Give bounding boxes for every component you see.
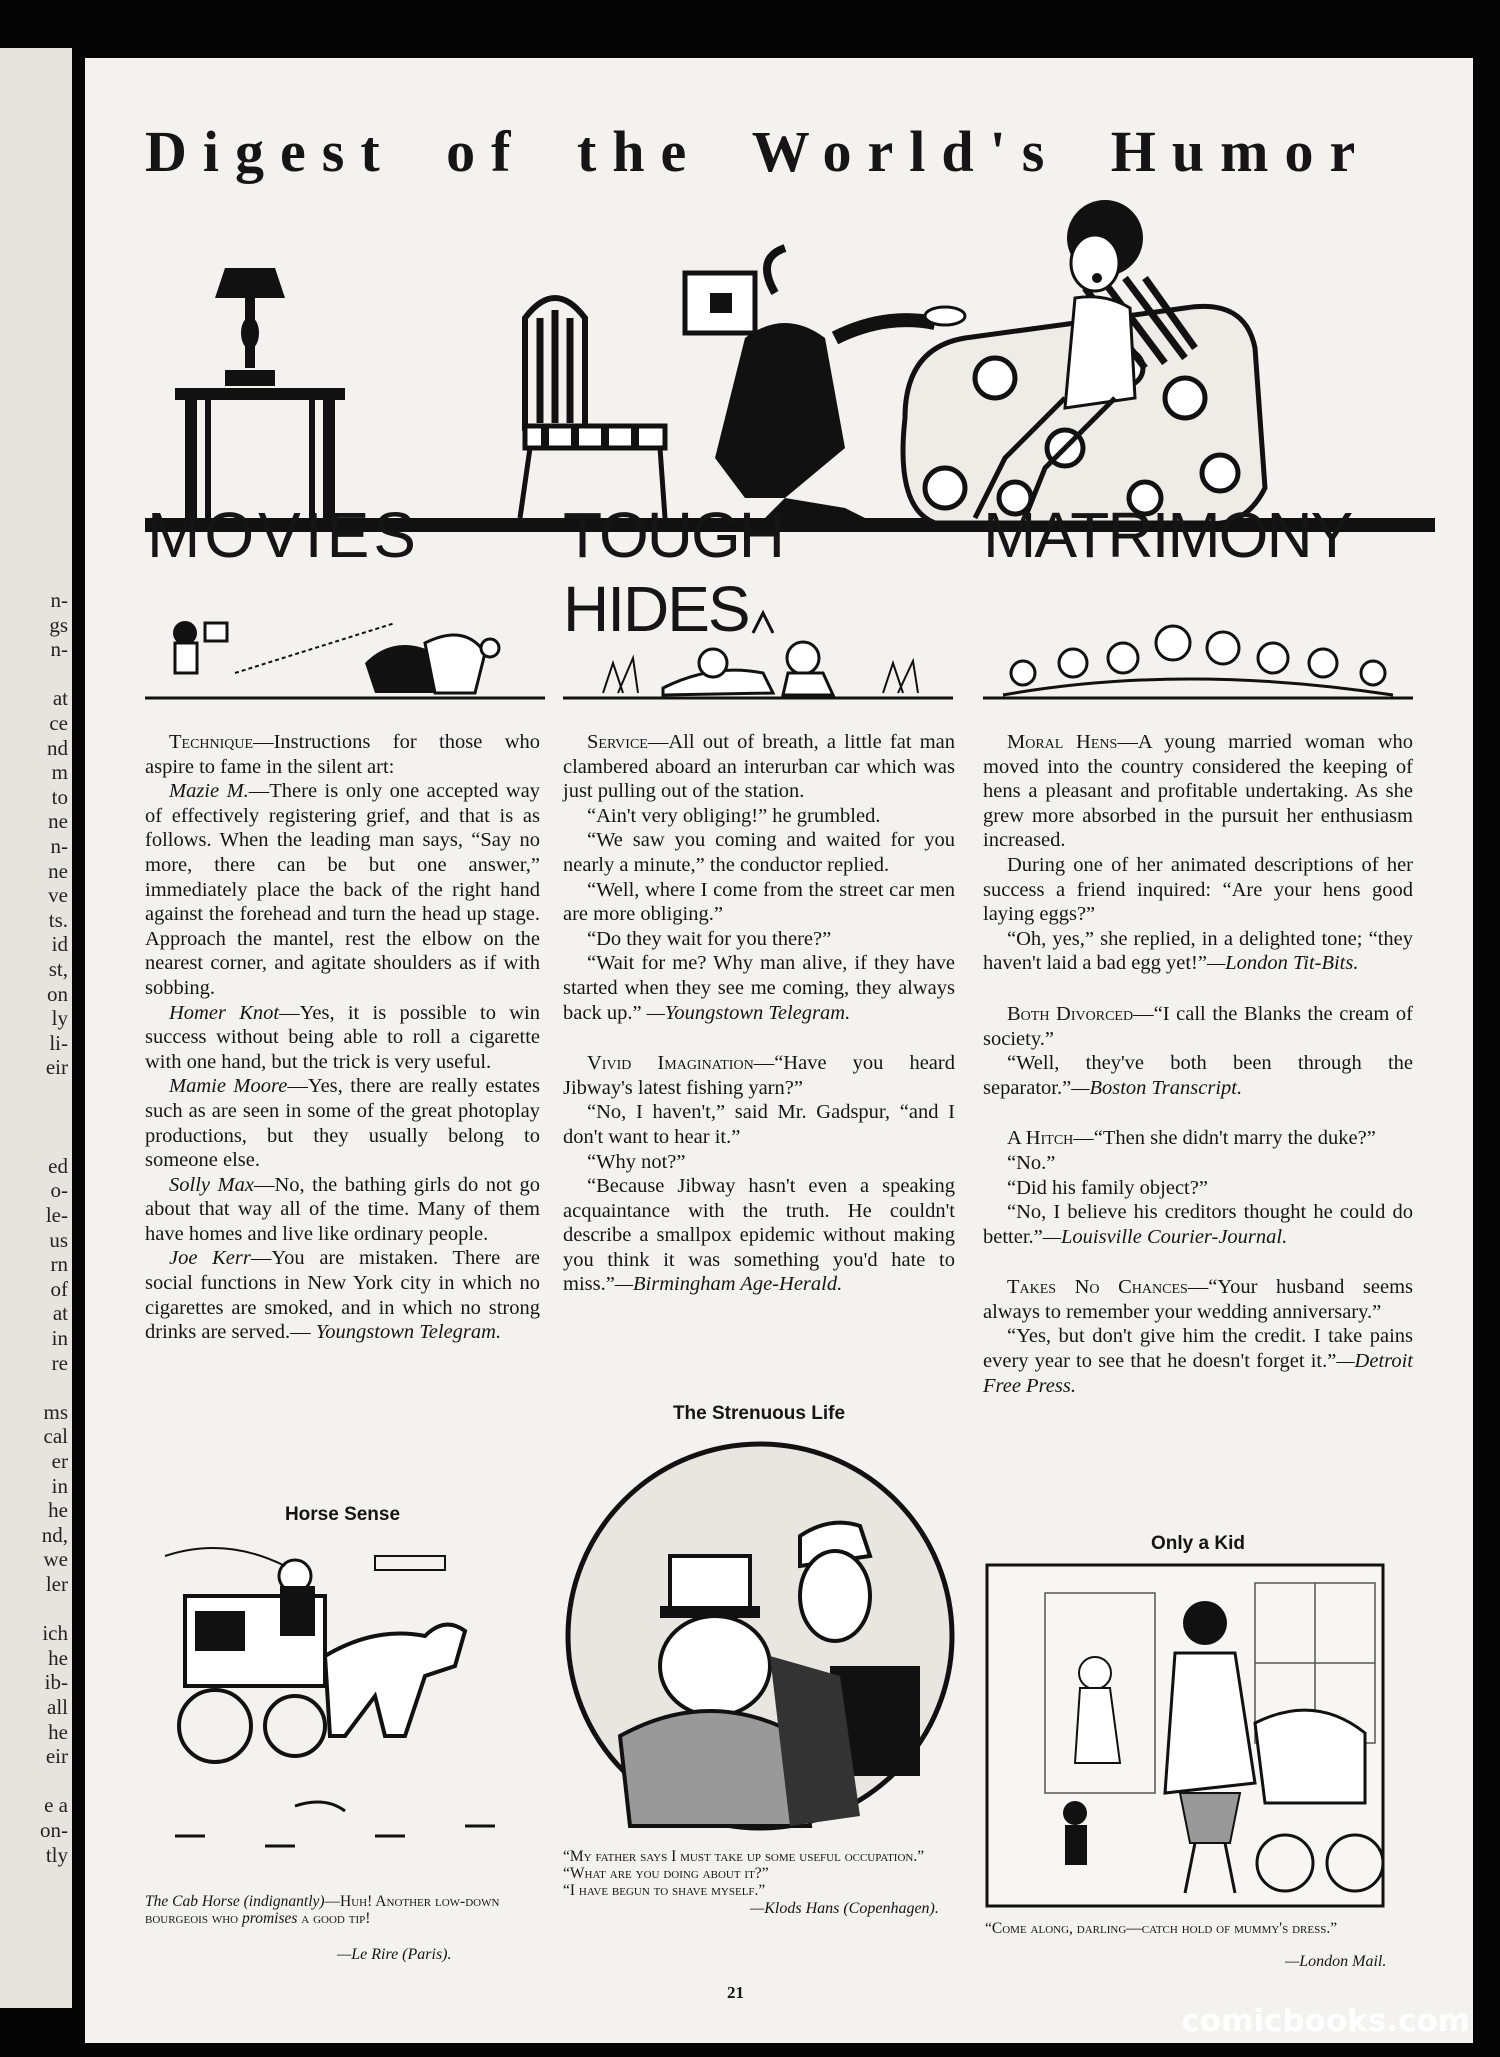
paragraph-text: “Well, they've both been through the separator.” (983, 1052, 1413, 1099)
strenuous-life-cartoon (560, 1436, 960, 1836)
source-credit: —Boston Transcript. (1071, 1076, 1243, 1099)
prev-page-fragment: in (51, 1326, 68, 1350)
source-credit: —Detroit Free Press. (983, 1350, 1413, 1397)
strenuous-life-credit: —Klods Hans (Copenhagen). (750, 1900, 939, 1917)
prev-page-fragment: to (51, 784, 68, 809)
source-credit: —Louisville Courier-Journal. (1042, 1225, 1288, 1248)
magazine-page (85, 58, 1473, 2043)
page-number: 21 (727, 1983, 744, 2002)
paragraph (983, 1275, 1413, 1324)
paragraph (983, 1200, 1413, 1249)
paragraph-text: —You are mistaken. There are social functions in New York city in which no cigarettes are smoked, and in which no strong drinks are served.— (145, 1247, 540, 1344)
prev-page-fragment: ich (42, 1621, 68, 1646)
horse-sense-credit: —Le Rire (Paris). (337, 1946, 452, 1963)
only-a-kid-caption: “Come along, darling—catch hold of mummy's dress.” (985, 1920, 1338, 1937)
prev-page-fragment: ler (45, 1572, 68, 1596)
prev-page-fragment: at (52, 686, 68, 711)
prev-page-fragment: us (49, 1227, 68, 1252)
paragraph (563, 1174, 955, 1297)
paragraph (563, 1150, 955, 1175)
source-credit: —Birmingham Age-Herald. (614, 1273, 843, 1296)
paragraph (145, 1001, 540, 1075)
paragraph-text: —“Have you heard Jibway's latest fishing yarn?” (563, 1052, 955, 1099)
prev-page-fragment: he (48, 1719, 68, 1744)
paragraph (145, 779, 540, 1000)
paragraph-text: “Oh, yes,” she replied, in a delighted tone; “they haven't laid a bad egg yet!” (983, 927, 1413, 975)
paragraph-text: —“Your husband seems always to remember your wedding anniversary.” (983, 1276, 1413, 1323)
page-title: Digest of the World's Humor (145, 119, 1372, 184)
movies-strip-illustration (145, 603, 545, 703)
prev-page-fragment: ve (48, 883, 68, 908)
paragraph (563, 927, 955, 952)
prev-page-fragment: nd (47, 735, 68, 760)
horse-sense-caption: The Cab Horse (indignantly)—Huh! Another low-down bourgeois who promises a good tip! (145, 1893, 500, 1927)
paragraph (983, 853, 1413, 927)
paragraph (983, 1126, 1413, 1151)
paragraph-text: —A young married woman who moved into the country considered the keeping of hens a pleasant and profitable undertaking. As she grew more absorbed in the pursuit her enthusiasm increased. (983, 731, 1413, 852)
paragraph (983, 1176, 1413, 1201)
prev-page-fragment: ms (43, 1399, 68, 1424)
paragraph-text: During one of her animated descriptions of her success a friend inquired: “Are your hens good laying eggs?” (983, 853, 1413, 926)
source-credit: —London Tit-Bits. (1206, 952, 1359, 975)
paragraph-text: “Because Jibway hasn't even a speaking acquaintance with the truth. He couldn't describe a smallpox epidemic without making you think it was something you'd hate to miss.” (563, 1175, 955, 1296)
prev-page-fragment: on (47, 981, 68, 1006)
paragraph (145, 730, 540, 779)
prev-page-fragment: li- (49, 1030, 68, 1055)
column-heading-matrimony: MATRIMONY (983, 499, 1352, 571)
paragraph (563, 730, 955, 804)
column-heading-movies: MOVIES (147, 499, 420, 571)
paragraph-lead: A Hitch (1007, 1127, 1074, 1150)
paragraph (563, 951, 955, 1025)
column-movies (145, 730, 540, 1345)
previous-page-edge (0, 48, 72, 2008)
paragraph-text: “No.” (1007, 1151, 1056, 1174)
tough-hides-strip-illustration (563, 603, 953, 703)
paragraph (983, 927, 1413, 976)
prev-page-fragment: ly (51, 1006, 68, 1031)
paragraph (563, 828, 955, 877)
caption-line: “My father says I must take up some useful occupation.” (563, 1848, 925, 1865)
paragraph (145, 1173, 540, 1247)
prev-page-fragment: on- (40, 1818, 68, 1842)
paragraph-text: “Ain't very obliging!” he grumbled. (587, 804, 881, 827)
paragraph-text: “Do they wait for you there?” (587, 927, 832, 950)
prev-page-fragment: eir (45, 1744, 68, 1769)
prev-page-fragment: he (48, 1498, 68, 1523)
paragraph-text: “Did his family object?” (1007, 1176, 1208, 1199)
prev-page-fragment: ed (48, 1153, 68, 1178)
source-credit: —Youngstown Telegram. (646, 1001, 851, 1024)
prev-page-fragment: ts. (48, 907, 68, 932)
paragraph-text: —There is only one accepted way of effectively registering grief, and that is as follows. When the leading man says, “Say no more, there can be but one answer,” immediately place the back of the right hand against the forehead and turn the head up stage. Approach the mantel, rest the elbow on the nearest corner, and agitate shoulders as if with sobbing. (145, 780, 540, 999)
paragraph-text: “Wait for me? Why man alive, if they have started when they see me coming, they always back up.” (563, 952, 955, 1024)
paragraph-text: —“Then she didn't marry the duke?” (1073, 1127, 1376, 1150)
paragraph (983, 1324, 1413, 1398)
paragraph-lead: Technique (169, 731, 254, 753)
prev-page-fragment: ne (48, 809, 68, 834)
paragraph-lead: Both Divorced (1007, 1002, 1134, 1025)
prev-page-fragment: all (47, 1695, 68, 1719)
paragraph-text: —Instructions for those who aspire to fame in the silent art: (145, 731, 540, 778)
paragraph-text: “Yes, but don't give him the credit. I take pains every year to see that he doesn't forget it.” (983, 1325, 1413, 1373)
paragraph-lead: Vivid Imagination (587, 1052, 754, 1075)
prev-page-fragment: id (51, 932, 68, 957)
paragraph-text: “We saw you coming and waited for you nearly a minute,” the conductor replied. (563, 829, 955, 876)
cartoon-title-only-a-kid: Only a Kid (1151, 1533, 1245, 1554)
column-matrimony (983, 730, 1413, 1398)
paragraph (983, 730, 1413, 853)
paragraph (983, 1002, 1413, 1051)
paragraph-lead: Moral Hens (1007, 731, 1118, 753)
caption-line: “I have begun to shave myself.” (563, 1882, 766, 1899)
strenuous-life-caption (563, 1848, 955, 1899)
paragraph-text: —No, the bathing girls do not go about that way all of the time. Many of them have homes and live like ordinary people. (145, 1173, 540, 1245)
paragraph-text: —Yes, it is possible to win success without being able to roll a cigarette with one hand, but the trick is very useful. (145, 1001, 540, 1073)
prev-page-fragment: le- (45, 1203, 68, 1227)
paragraph-text: “No, I believe his creditors thought he could do better.” (983, 1201, 1413, 1248)
prev-page-fragment: eir (45, 1055, 68, 1080)
column-heading-tough-hides: TOUGH HIDES (563, 499, 783, 645)
prev-page-fragment: ib- (44, 1670, 68, 1695)
paragraph-text: —All out of breath, a little fat man clambered aboard an interurban car which was just pulling out of the station. (563, 731, 955, 803)
only-a-kid-credit: —London Mail. (1285, 1953, 1387, 1970)
prev-page-fragment: m (51, 760, 68, 785)
paragraph-text: “Well, where I come from the street car men are more obliging.” (563, 878, 955, 926)
banner-illustration (145, 198, 1435, 538)
paragraph-text: —“I call the Blanks the cream of society.” (983, 1002, 1413, 1050)
paragraph-lead: Service (587, 731, 648, 753)
prev-page-fragment: n- (50, 588, 68, 612)
paragraph-text: “Why not?” (587, 1150, 686, 1173)
prev-page-fragment: tly (45, 1842, 68, 1867)
prev-page-fragment: cal (43, 1424, 68, 1449)
prev-page-fragment: we (43, 1547, 68, 1572)
prev-page-fragment: gs (49, 612, 68, 637)
paragraph (145, 1246, 540, 1344)
cartoon-title-horse-sense: Horse Sense (284, 1504, 401, 1525)
correspondent-name: Joe Kerr (169, 1247, 251, 1270)
correspondent-name: Solly Max (169, 1173, 254, 1196)
paragraph (983, 1151, 1413, 1176)
caption-line: “What are you doing about it?” (563, 1865, 769, 1882)
prev-page-fragment: he (48, 1645, 68, 1670)
paragraph (563, 804, 955, 829)
matrimony-strip-illustration (983, 603, 1413, 703)
correspondent-name: Mamie Moore (169, 1075, 288, 1098)
paragraph (563, 878, 955, 927)
prev-page-fragment: rn (50, 1252, 68, 1277)
paragraph (145, 1074, 540, 1172)
prev-page-fragment: at (52, 1301, 68, 1326)
cartoon-title-strenuous-life: The Strenuous Life (672, 1403, 846, 1424)
correspondent-name: Homer Knot (169, 1001, 280, 1024)
watermark: comicbooks.com (1181, 2003, 1470, 2039)
prev-page-fragment: n- (50, 637, 68, 662)
paragraph (563, 1100, 955, 1149)
prev-page-fragment: er (51, 1449, 68, 1473)
prev-page-fragment: nd, (41, 1522, 68, 1547)
horse-sense-cartoon (145, 1536, 540, 1881)
paragraph (983, 1051, 1413, 1100)
source-credit: Youngstown Telegram. (315, 1321, 502, 1344)
prev-page-fragment: o- (50, 1178, 68, 1203)
prev-page-fragment: st, (48, 957, 68, 981)
column-tough-hides (563, 730, 955, 1297)
paragraph-text: —Yes, there are really estates such as are seen in some of the great photoplay productions, but they usually belong to someone else. (145, 1075, 540, 1172)
paragraph-lead: Takes No Chances (1007, 1276, 1188, 1299)
prev-page-fragment: e a (44, 1793, 68, 1818)
prev-page-fragment: ce (49, 711, 68, 735)
prev-page-fragment: in (51, 1473, 68, 1498)
correspondent-name: Mazie M. (169, 780, 249, 803)
paragraph-text: “No, I haven't,” said Mr. Gadspur, “and I don't want to hear it.” (563, 1101, 955, 1148)
prev-page-fragment: n- (50, 834, 68, 858)
prev-page-fragment: re (51, 1350, 68, 1375)
prev-page-fragment: ne (48, 858, 68, 883)
prev-page-fragment: of (50, 1276, 68, 1301)
paragraph (563, 1051, 955, 1100)
only-a-kid-cartoon (985, 1563, 1385, 1908)
